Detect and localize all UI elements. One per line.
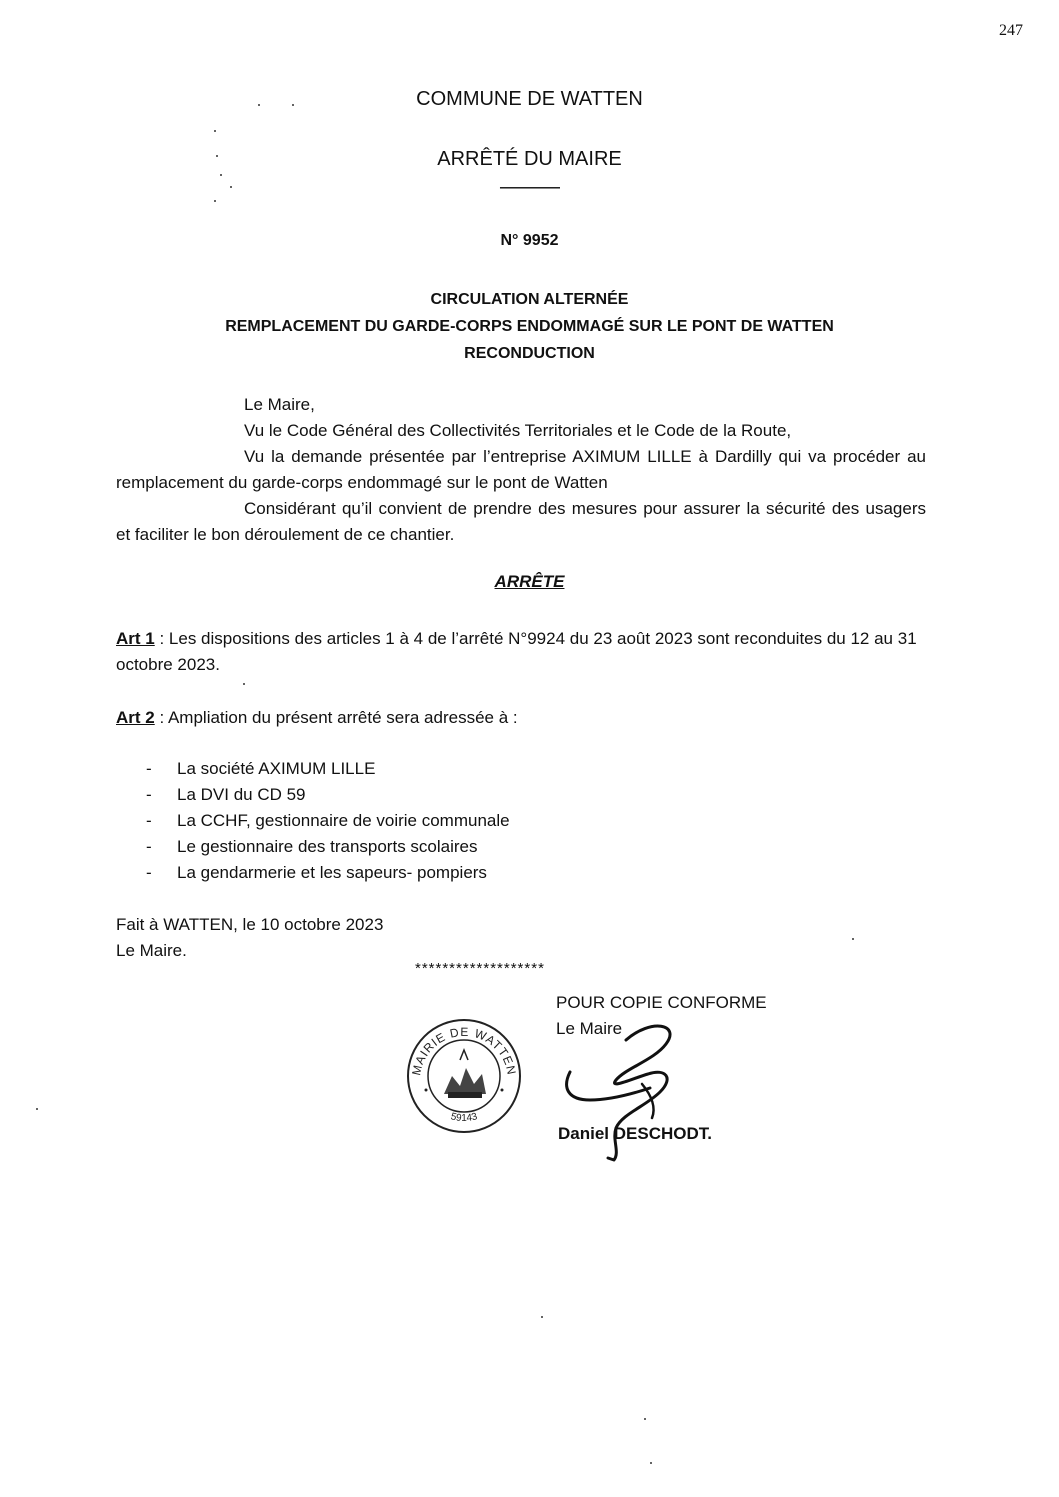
scan-speck	[243, 683, 245, 685]
article-1-label: Art 1	[116, 629, 155, 648]
preamble-vu-demande: Vu la demande présentée par l’entreprise AXIMUM LILLE à Dardilly qui va procéder au remplacement du garde-corps endommagé sur le pont de Watten	[116, 447, 926, 492]
list-item: - La gendarmerie et les sapeurs- pompiers	[146, 860, 510, 886]
article-2-text: : Ampliation du présent arrêté sera adressée à :	[154, 708, 518, 727]
scan-speck	[541, 1316, 543, 1318]
mayor-signature	[556, 1018, 716, 1168]
decree-type-title: ARRÊTÉ DU MAIRE	[437, 148, 622, 170]
star-separator: *******************	[415, 960, 545, 977]
svg-text:MAIRIE DE WATTEN: MAIRIE DE WATTEN	[409, 1024, 519, 1077]
fait-line: Fait à WATTEN, le 10 octobre 2023	[116, 915, 384, 934]
scan-speck	[220, 174, 222, 176]
preamble-vu-code: Vu le Code Général des Collectivités Territoriales et le Code de la Route,	[244, 421, 792, 440]
list-item: - La DVI du CD 59	[146, 782, 510, 808]
certified-copy-mayor: Le Maire	[556, 1019, 623, 1038]
svg-text:59143: 59143	[449, 1111, 479, 1125]
list-item: - La société AXIMUM LILLE	[146, 756, 510, 782]
closing-mayor: Le Maire.	[116, 941, 187, 960]
article-2-label: Art 2	[116, 708, 155, 727]
preamble-mayor: Le Maire,	[244, 395, 315, 414]
place-and-date	[116, 912, 383, 964]
commune-title: COMMUNE DE WATTEN	[416, 88, 643, 110]
scan-speck	[852, 938, 854, 940]
town-hall-seal	[404, 1016, 524, 1136]
scan-speck	[214, 130, 216, 132]
scan-speck	[230, 186, 232, 188]
recipient-list	[146, 756, 510, 886]
scan-speck	[214, 200, 216, 202]
scan-speck	[258, 104, 260, 106]
title-separator: --------------------	[499, 180, 560, 194]
subject-line-3: RECONDUCTION	[464, 345, 595, 362]
certified-copy-label: POUR COPIE CONFORME	[556, 993, 767, 1012]
article-2	[116, 705, 926, 731]
subject-line-1: CIRCULATION ALTERNÉE	[430, 291, 629, 308]
list-item: - Le gestionnaire des transports scolaires	[146, 834, 510, 860]
decree-number: N° 9952	[500, 232, 559, 249]
signatory-name: Daniel DESCHODT.	[558, 1124, 712, 1143]
scan-speck	[650, 1462, 652, 1464]
decree-subject	[0, 286, 1059, 367]
list-item: - La CCHF, gestionnaire de voirie communale	[146, 808, 510, 834]
scan-speck	[644, 1418, 646, 1420]
subject-line-2: REMPLACEMENT DU GARDE-CORPS ENDOMMAGÉ SUR LE PONT DE WATTEN	[225, 318, 834, 335]
scan-speck	[292, 104, 294, 106]
page-number: 247	[999, 22, 1023, 39]
scan-speck	[36, 1108, 38, 1110]
arrete-heading: ARRÊTE	[494, 572, 565, 591]
preamble	[116, 392, 926, 548]
scan-speck	[216, 155, 218, 157]
article-1-text: : Les dispositions des articles 1 à 4 de l’arrêté N°9924 du 23 août 2023 sont reconduites du 12 au 31 octobre 2023.	[116, 629, 917, 674]
article-1	[116, 626, 926, 678]
preamble-considerant: Considérant qu’il convient de prendre des mesures pour assurer la sécurité des usagers et faciliter le bon déroulement de ce chantier.	[116, 499, 926, 544]
